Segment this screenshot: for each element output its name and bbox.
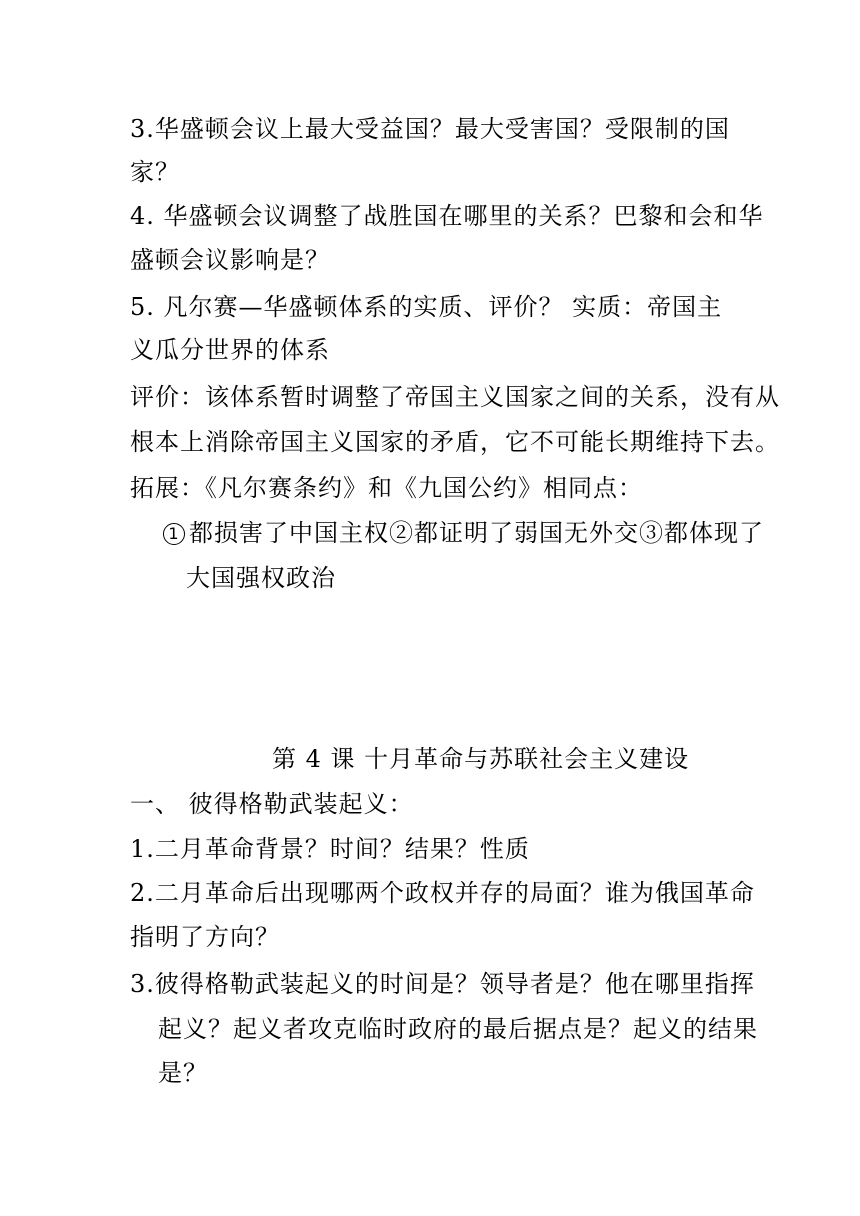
question-1-line: 1.二月革命背景？时间？结果？性质 <box>130 835 530 863</box>
question-3-line-2: 家？ <box>130 158 180 186</box>
question-2-line-1: 2.二月革命后出现哪两个政权并存的局面？谁为俄国革命 <box>130 879 755 907</box>
question-3-line-1: 3.华盛顿会议上最大受益国？最大受害国？受限制的国 <box>130 115 730 143</box>
question-3b-line-3: 是？ <box>158 1059 208 1087</box>
question-2-line-2: 指明了方向？ <box>130 923 280 951</box>
question-4-line-2: 盛顿会议影响是？ <box>130 246 330 274</box>
question-5-line-2: 义瓜分世界的体系 <box>130 336 330 364</box>
similarity-text-1: 都损害了中国主权②都证明了弱国无外交③都体现了 <box>189 519 764 547</box>
circled-number-one: 1 <box>163 523 185 545</box>
section-heading: 一、 彼得格勒武装起义： <box>130 790 414 818</box>
similarity-line-1 <box>163 518 764 548</box>
lesson-title: 第 4 课 十月革命与苏联社会主义建设 <box>272 745 690 773</box>
similarity-line-2: 大国强权政治 <box>186 564 336 592</box>
extension-line: 拓展：《凡尔赛条约》和《九国公约》相同点： <box>130 474 643 502</box>
evaluation-line-1: 评价：该体系暂时调整了帝国主义国家之间的关系，没有从 <box>130 383 780 411</box>
evaluation-line-2: 根本上消除帝国主义国家的矛盾，它不可能长期维持下去。 <box>130 428 780 456</box>
question-4-line-1: 4. 华盛顿会议调整了战胜国在哪里的关系？巴黎和会和华 <box>130 202 764 230</box>
question-5-line-1: 5. 凡尔赛—华盛顿体系的实质、评价？ 实质：帝国主 <box>130 293 723 321</box>
question-3b-line-1: 3.彼得格勒武装起义的时间是？领导者是？他在哪里指挥 <box>130 970 755 998</box>
question-3b-line-2: 起义？起义者攻克临时政府的最后据点是？起义的结果 <box>158 1015 758 1043</box>
